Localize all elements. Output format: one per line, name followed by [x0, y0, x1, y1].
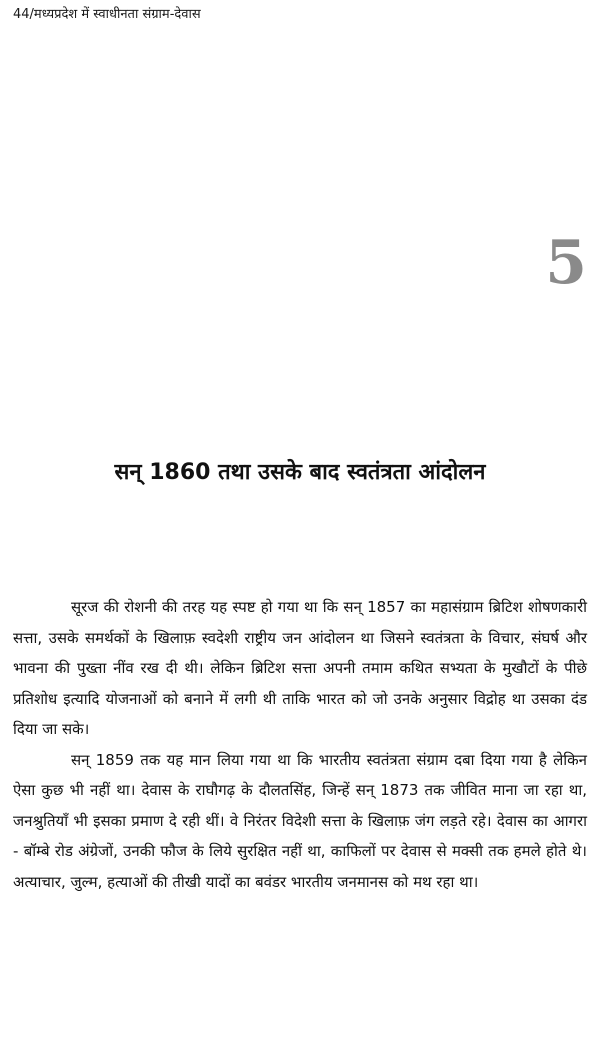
- running-header: 44/मध्यप्रदेश में स्वाधीनता संग्राम-देवास: [13, 7, 201, 22]
- chapter-title: सन् 1860 तथा उसके बाद स्वतंत्रता आंदोलन: [114, 460, 486, 485]
- paragraph-1: सूरज की रोशनी की तरह यह स्पष्ट हो गया था कि सन् 1857 का महासंग्राम ब्रिटिश शोषणकारी सत्ता, उसके समर्थकों के खिलाफ़ स्वदेशी राष्ट्रीय जन आंदोलन था जिसने स्वतंत्रता के विचार, संघर्ष और भावना की पुख्ता नींव रख दी थी। लेकिन ब्रिटिश सत्ता अपनी तमाम कथित सभ्यता के मुखौटों के पीछे प्रतिशोध इत्यादि योजनाओं को बनाने में लगी थी ताकि भारत को जो उनके अनुसार विद्रोह था उसका दंड दिया जा सके।: [13, 598, 587, 738]
- paragraph-2: सन् 1859 तक यह मान लिया गया था कि भारतीय स्वतंत्रता संग्राम दबा दिया गया है लेकिन ऐसा कुछ भी नहीं था। देवास के राघौगढ़ के दौलतसिंह, जिन्हें सन् 1873 तक जीवित माना जा रहा था, जनश्रुतियाँ भी इसका प्रमाण दे रही थीं। वे निरंतर विदेशी सत्ता के खिलाफ़ जंग लड़ते रहे। देवास का आगरा - बॉम्बे रोड अंग्रेजों, उनकी फौज के लिये सुरक्षित नहीं था, काफिलों पर देवास से मक्सी तक हमले होते थे। अत्याचार, जुल्म, हत्याओं की तीखी यादों का बवंडर भारतीय जनमानस को मथ रहा था।: [13, 750, 587, 891]
- chapter-number: 5: [545, 228, 587, 298]
- body-text: [13, 592, 587, 897]
